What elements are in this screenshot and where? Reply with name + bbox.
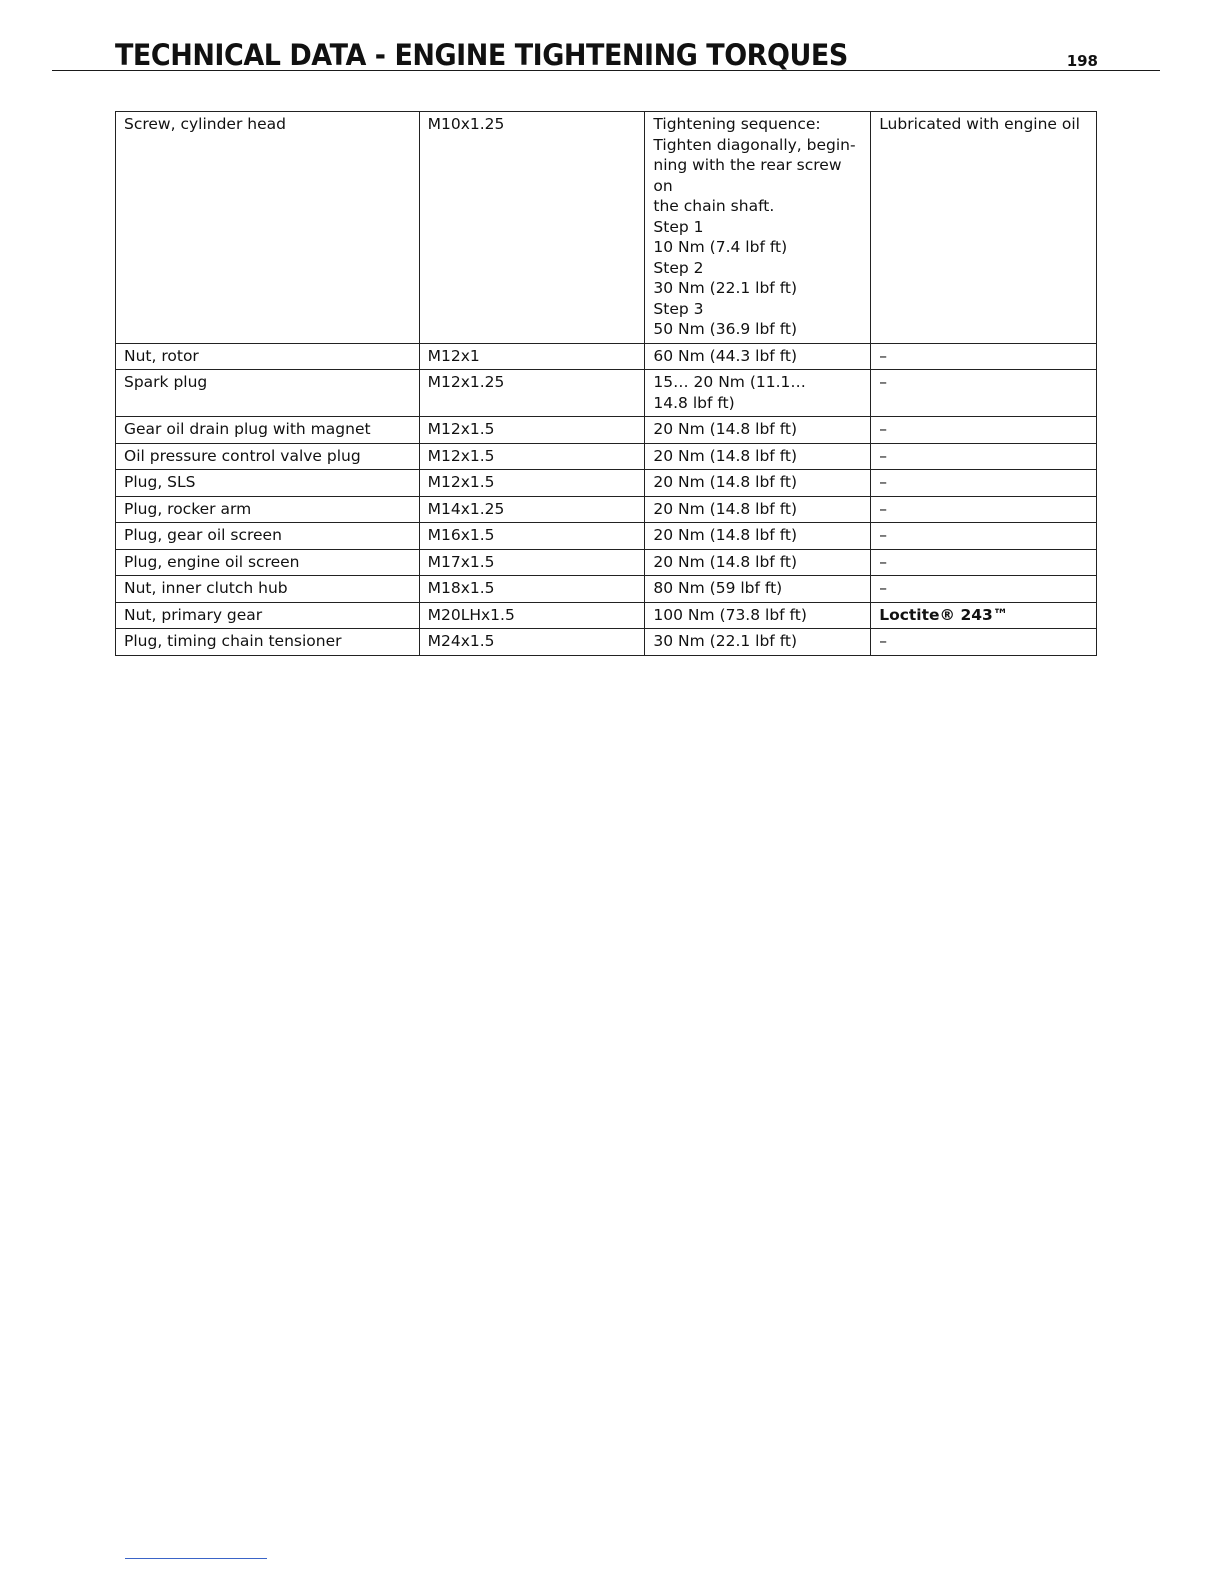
torque-line: 50 Nm (36.9 lbf ft) (653, 320, 798, 338)
torque-line: 30 Nm (22.1 lbf ft) (653, 279, 798, 297)
torque-line: 100 Nm (73.8 lbf ft) (653, 605, 807, 624)
table-row (116, 576, 1097, 603)
cell-note: – (871, 496, 1097, 523)
table-row (116, 523, 1097, 550)
cell-note: – (871, 549, 1097, 576)
table-row (116, 417, 1097, 444)
cell-thread: M18x1.5 (419, 576, 645, 603)
cell-note: Loctite® 243™ (871, 602, 1097, 629)
cell-note: – (871, 576, 1097, 603)
cell-part: Nut, primary gear (116, 602, 420, 629)
cell-thread: M20LHx1.5 (419, 602, 645, 629)
table-row (116, 343, 1097, 370)
cell-thread: M12x1.5 (419, 417, 645, 444)
torque-line: 10 Nm (7.4 lbf ft) (653, 238, 788, 256)
cell-thread: M10x1.25 (419, 112, 645, 344)
cell-part: Plug, timing chain tensioner (116, 629, 420, 656)
cell-torque (645, 470, 871, 497)
cell-thread: M12x1 (419, 343, 645, 370)
cell-thread: M14x1.25 (419, 496, 645, 523)
cell-note: – (871, 629, 1097, 656)
cell-note: – (871, 417, 1097, 444)
cell-torque (645, 629, 871, 656)
torque-line: 15… 20 Nm (11.1… (653, 373, 806, 391)
torque-line: the chain shaft. (653, 197, 775, 215)
torque-line: Step 3 (653, 299, 704, 318)
cell-thread: M24x1.5 (419, 629, 645, 656)
torque-table (115, 111, 1097, 656)
cell-torque (645, 602, 871, 629)
table-row (116, 470, 1097, 497)
cell-torque (645, 496, 871, 523)
torque-line: 20 Nm (14.8 lbf ft) (653, 499, 798, 518)
torque-line: 20 Nm (14.8 lbf ft) (653, 526, 798, 544)
torque-line: Tightening sequence: (653, 115, 821, 133)
cell-part: Nut, rotor (116, 343, 420, 370)
torque-line: Step 1 (653, 217, 704, 236)
table-row (116, 443, 1097, 470)
cell-note: – (871, 370, 1097, 417)
cell-part: Nut, inner clutch hub (116, 576, 420, 603)
cell-part: Spark plug (116, 370, 420, 417)
cell-torque (645, 576, 871, 603)
cell-part: Screw, cylinder head (116, 112, 420, 344)
cell-part: Gear oil drain plug with magnet (116, 417, 420, 444)
cell-thread: M12x1.25 (419, 370, 645, 417)
cell-torque (645, 549, 871, 576)
cell-thread: M12x1.5 (419, 443, 645, 470)
torque-line: 60 Nm (44.3 lbf ft) (653, 346, 798, 365)
table-row (116, 629, 1097, 656)
torque-table-body (116, 112, 1097, 656)
cell-note: Lubricated with engine oil (871, 112, 1097, 344)
torque-line: 20 Nm (14.8 lbf ft) (653, 473, 798, 491)
table-row (116, 549, 1097, 576)
cell-torque (645, 112, 871, 344)
cell-part: Plug, engine oil screen (116, 549, 420, 576)
cell-part: Plug, gear oil screen (116, 523, 420, 550)
cell-thread: M17x1.5 (419, 549, 645, 576)
torque-line: 20 Nm (14.8 lbf ft) (653, 446, 798, 465)
table-row (116, 496, 1097, 523)
page-title: TECHNICAL DATA - ENGINE TIGHTENING TORQUES (115, 38, 848, 72)
torque-line: 20 Nm (14.8 lbf ft) (653, 420, 798, 438)
page-number: 198 (1066, 52, 1098, 70)
footer-divider (125, 1558, 267, 1559)
cell-note: – (871, 470, 1097, 497)
torque-line: 30 Nm (22.1 lbf ft) (653, 632, 798, 650)
table-row (116, 370, 1097, 417)
torque-line: 80 Nm (59 lbf ft) (653, 579, 783, 597)
cell-torque (645, 370, 871, 417)
cell-torque (645, 343, 871, 370)
cell-note: – (871, 343, 1097, 370)
cell-thread: M12x1.5 (419, 470, 645, 497)
table-row (116, 112, 1097, 344)
cell-part: Plug, SLS (116, 470, 420, 497)
cell-note: – (871, 523, 1097, 550)
cell-part: Oil pressure control valve plug (116, 443, 420, 470)
cell-torque (645, 523, 871, 550)
cell-note: – (871, 443, 1097, 470)
page-header (52, 36, 1160, 71)
torque-line: ning with the rear screw on (653, 156, 842, 195)
cell-torque (645, 443, 871, 470)
cell-part: Plug, rocker arm (116, 496, 420, 523)
torque-line: Step 2 (653, 258, 704, 277)
torque-line: 20 Nm (14.8 lbf ft) (653, 552, 798, 571)
cell-thread: M16x1.5 (419, 523, 645, 550)
torque-line: Tighten diagonally, begin- (653, 135, 856, 154)
table-row (116, 602, 1097, 629)
cell-torque (645, 417, 871, 444)
torque-line: 14.8 lbf ft) (653, 393, 735, 412)
